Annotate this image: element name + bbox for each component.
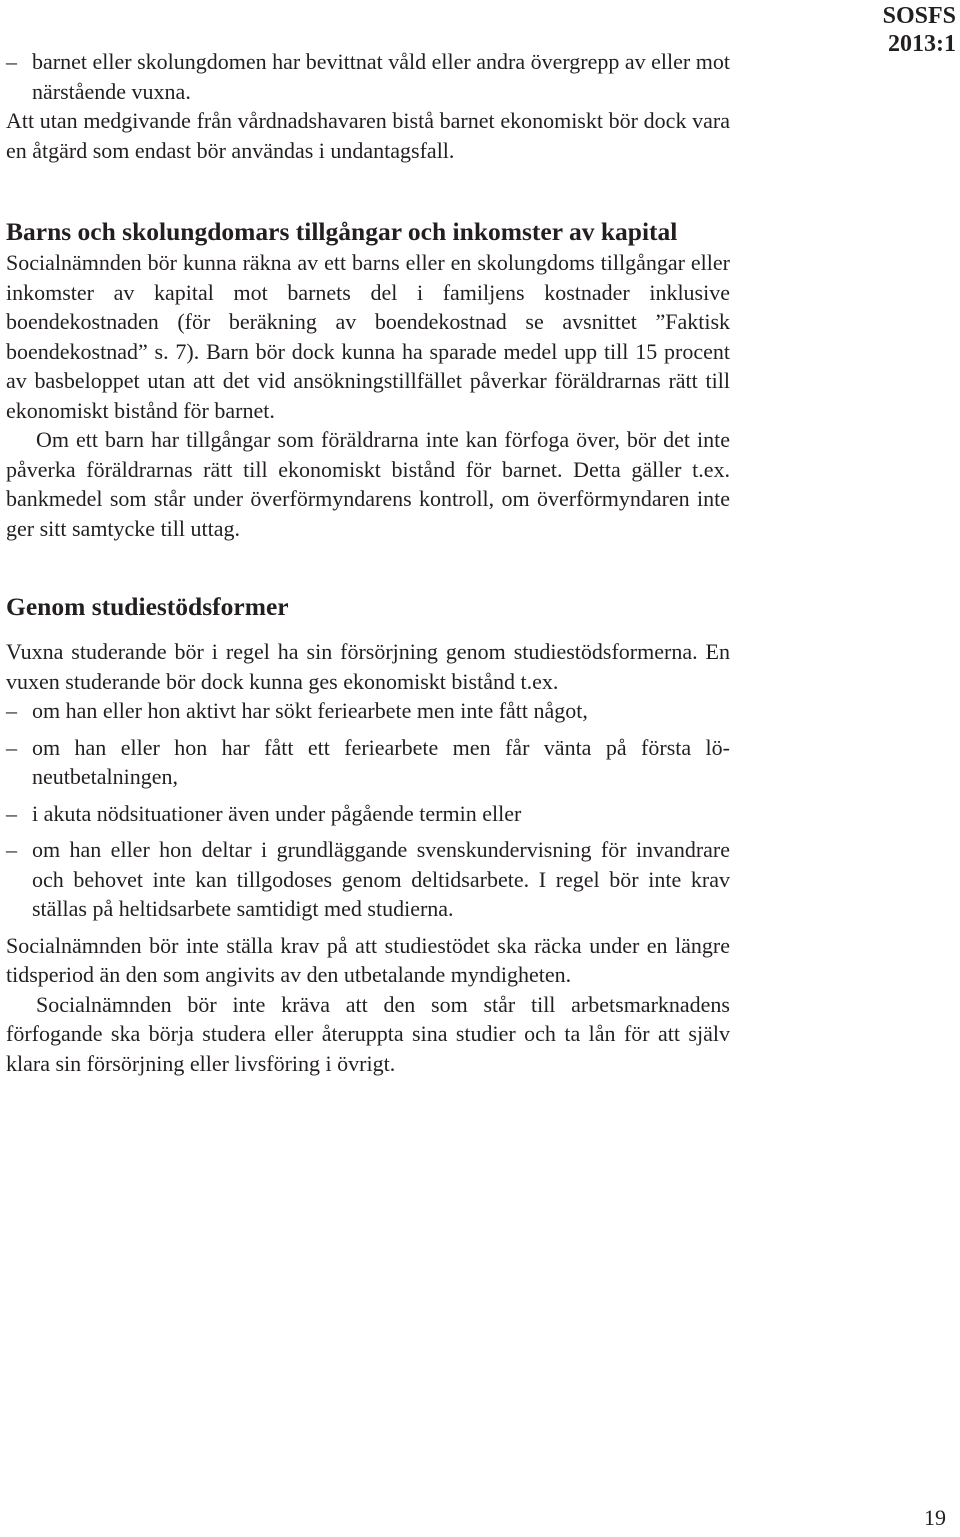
- list-item-text: barnet eller skolungdomen har bevittnat våld eller andra övergrepp av eller mot närstående vuxna.: [32, 49, 730, 104]
- section2-paragraph: Socialnämnden bör inte ställa krav på att studiestödet ska räcka under en längre tidsperiod än den som angivits av den utbetalande myndigheten.: [6, 932, 730, 987]
- dash-bullet-icon: –: [6, 698, 17, 723]
- document-code-series: SOSFS: [882, 3, 956, 29]
- section2-paragraph: Socialnämnden bör inte kräva att den som står till arbetsmarknadens förfogande ska börja studera eller återuppta sina studier och ta lån för att själv klara sin försörjning eller livsföring i övrigt.: [6, 991, 730, 1076]
- section-heading-barns-tillgangar: Barns och skolungdomars tillgångar och inkomster av kapital: [6, 217, 678, 246]
- document-code: [883, 2, 956, 58]
- list-item: [6, 696, 730, 726]
- page-content: [6, 47, 730, 1078]
- dash-bullet-icon: –: [6, 837, 17, 862]
- section2-intro: Vuxna studerande bör i regel ha sin försörjning genom studiestödsformerna. En vuxen studerande bör dock kunna ges ekonomiskt bistånd t.ex.: [6, 639, 730, 694]
- studiestod-dash-list: [6, 696, 730, 924]
- list-item: [6, 799, 730, 829]
- page-number: 19: [924, 1505, 946, 1530]
- section-heading-studiestodsformer: Genom studiestödsformer: [6, 592, 289, 621]
- list-item: [6, 47, 730, 106]
- section1-paragraph: Socialnämnden bör kunna räkna av ett barns eller en skolungdoms tillgångar eller inkomster av kapital mot barnets del i familjens kostnader inklusive boendekostnaden (för beräkning av boendekostnad se avsnittet ”Faktisk boendekostnad” s. 7). Barn bör dock kunna ha sparade medel upp till 15 procent av basbeloppet utan att det vid ansökningstillfället påverkar föräldrarnas rätt till ekonomiskt bistånd för barnet.: [6, 250, 730, 423]
- dash-bullet-icon: –: [6, 734, 17, 760]
- list-item-text: om han eller hon aktivt har sökt feriearbete men inte fått något,: [32, 698, 588, 723]
- list-item-text: om han eller hon har fått ett feriearbete men får vänta på första löneutbetalningen,: [32, 734, 730, 789]
- list-item: [6, 835, 730, 924]
- list-item: [6, 733, 730, 792]
- section1-paragraph: Om ett barn har tillgångar som föräldrarna inte kan förfoga över, bör det inte påverka föräldrarnas rätt till ekonomiskt bistånd för barnet. Detta gäller t.ex. bankmedel som står under överförmyndarens kontroll, om överförmyndaren inte ger sitt samtycke till uttag.: [6, 427, 730, 541]
- top-dash-list: [6, 47, 730, 106]
- intro-paragraph: Att utan medgivande från vårdnadshavaren bistå barnet ekonomiskt bör dock vara en åtgärd som endast bör användas i undantagsfall.: [6, 108, 730, 163]
- document-code-number: 2013:1: [888, 31, 956, 57]
- list-item-text: i akuta nödsituationer även under pågående termin eller: [32, 800, 522, 826]
- dash-bullet-icon: –: [6, 800, 17, 826]
- list-item-text: om han eller hon deltar i grundläggande svenskundervisning för invandrare och behovet inte kan tillgodoses genom deltidsarbete. I regel bör inte krav ställas på heltidsarbete samtidigt med studierna.: [32, 837, 730, 921]
- dash-bullet-icon: –: [6, 49, 17, 74]
